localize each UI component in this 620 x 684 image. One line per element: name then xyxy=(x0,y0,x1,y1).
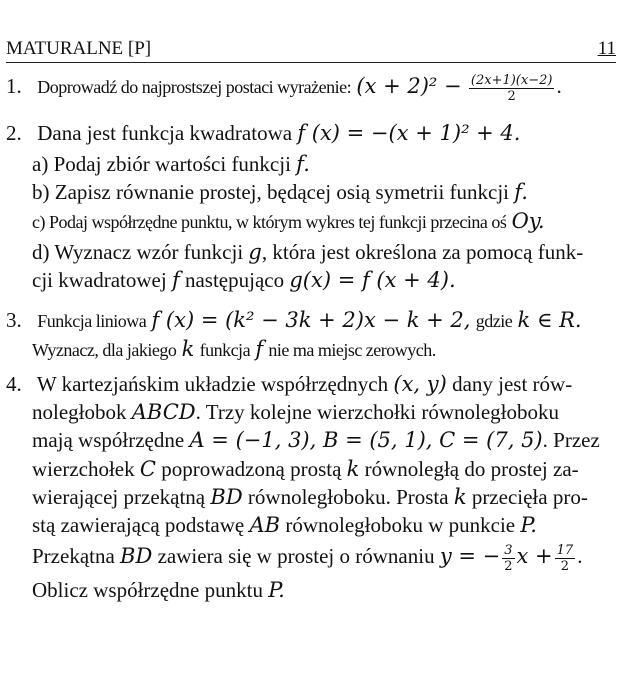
problem-3-line-2 xyxy=(32,335,436,364)
problem-1-tail: . xyxy=(556,74,562,98)
header-title: MATURALNE [P] xyxy=(6,38,152,59)
fraction-denominator: 2 xyxy=(507,88,516,104)
problem-2d-line2-text: cji kwadratowej xyxy=(32,268,167,292)
problem-3-number: 3. xyxy=(6,308,22,332)
problem-4-line3-points: A = (−1, 3), B = (5, 1), C = (7, 5) xyxy=(189,428,543,452)
problem-4-coords: (x, y) xyxy=(393,372,447,396)
problem-4-line4-text: wierzchołek xyxy=(32,457,135,481)
problem-4-line8-p: P. xyxy=(268,578,285,602)
problem-2a-line xyxy=(32,150,310,178)
page-number: 11 xyxy=(597,38,616,59)
problem-4-line6-text: stą zawierającą podstawę xyxy=(32,513,245,537)
problem-4-line2-text2: . Trzy kolejne wierzchołki równoległoboku xyxy=(195,400,560,424)
intercept-denominator: 2 xyxy=(560,558,570,574)
problem-1-fraction xyxy=(469,73,555,104)
problem-4-line4-c: C xyxy=(139,457,156,481)
problem-3-line2-text3: nie ma miejsc zerowych. xyxy=(268,340,436,360)
problem-2b-symbol: f. xyxy=(514,180,528,204)
problem-3-text: Funkcja liniowa xyxy=(37,311,147,331)
fraction-numerator: (2x+1)(x−2) xyxy=(470,72,553,88)
problem-4-line-4 xyxy=(32,455,579,483)
problem-3-line2-text: Wyznacz, dla jakiego xyxy=(32,340,177,360)
problem-4-line-5 xyxy=(32,483,588,511)
problem-4-line8-text: Oblicz współrzędne punktu xyxy=(32,578,263,602)
page-header xyxy=(6,36,616,63)
problem-3-line2-text2: funkcja xyxy=(199,340,251,360)
problem-4-line3-text: mają współrzędne xyxy=(32,428,185,452)
problem-4-line5-bd: BD xyxy=(210,485,243,509)
problem-2d-symbol: g xyxy=(248,240,262,264)
problem-4-line7-text2: zawiera się w prostej o równaniu xyxy=(157,544,435,568)
problem-4-line4-text3: równoległą do prostej za- xyxy=(364,457,579,481)
problem-2d-text: d) Wyznacz wzór funkcji xyxy=(32,240,244,264)
problem-4-line xyxy=(6,370,572,398)
problem-4-line5-k: k xyxy=(453,485,467,509)
problem-2-line xyxy=(6,119,520,147)
problem-3-line xyxy=(6,306,582,335)
problem-2c-line xyxy=(32,207,545,236)
problem-4-line3-text2: . Przez xyxy=(542,428,600,452)
problem-3-text2: gdzie xyxy=(475,311,513,331)
problem-4-line5-text2: równoległoboku. Prosta xyxy=(247,485,449,509)
problem-3-line2-f: f xyxy=(255,337,264,361)
problem-4-line-2 xyxy=(32,398,559,426)
problem-2-function: f (x) = −(x + 1)² + 4. xyxy=(297,121,521,145)
problem-4-line7-bd: BD xyxy=(120,544,153,568)
problem-2c-text: c) Podaj współrzędne punktu, w którym wykres tej funkcji przecina oś xyxy=(32,212,507,232)
problem-4-text2: dany jest rów- xyxy=(452,372,573,396)
problem-4-line6-ab: AB xyxy=(249,513,281,537)
problem-2-text: Dana jest funkcja kwadratowa xyxy=(37,121,293,145)
problem-2d-line2-formula: g(x) = f (x + 4). xyxy=(289,268,456,292)
problem-2a-text: a) Podaj zbiór wartości funkcji xyxy=(32,152,291,176)
problem-2b-text: b) Zapisz równanie prostej, będącej osią symetrii funkcji xyxy=(32,180,510,204)
problem-2c-symbol: Oy. xyxy=(511,209,545,233)
problem-2d-line xyxy=(32,238,583,266)
problem-2d-line2-text2: następująco xyxy=(184,268,285,292)
problem-4-line7-x: x + xyxy=(516,544,553,568)
problem-4-line-8 xyxy=(32,576,285,604)
problem-1-expression: (x + 2)² − xyxy=(356,74,462,98)
problem-2a-symbol: f. xyxy=(296,152,310,176)
problem-2d-line-2 xyxy=(32,266,456,294)
problem-4-text: W kartezjańskim układzie współrzędnych xyxy=(36,372,389,396)
problem-4-line6-text2: równoległoboku w punkcie xyxy=(285,513,516,537)
problem-1-line xyxy=(6,72,562,104)
problem-4-line7-eq: y = − xyxy=(439,544,501,568)
problem-3-domain: k ∈ R. xyxy=(517,308,582,332)
problem-4-line7-tail: . xyxy=(577,544,583,568)
problem-4-line4-k: k xyxy=(346,457,360,481)
problem-4-line-7 xyxy=(32,542,582,574)
intercept-fraction xyxy=(555,543,576,574)
problem-1-number: 1. xyxy=(6,74,22,98)
problem-1-text: Doprowadź do najprostszej postaci wyrażenie: xyxy=(37,77,352,97)
problem-4-line6-p: P. xyxy=(520,513,537,537)
problem-4-line5-text: wierającej przekątną xyxy=(32,485,206,509)
problem-3-function: f (x) = (k² − 3k + 2)x − k + 2, xyxy=(151,308,471,332)
slope-numerator: 3 xyxy=(504,542,513,558)
problem-2d-line2-symbol: f xyxy=(171,268,180,292)
problem-4-line-3 xyxy=(32,426,600,454)
problem-2-number: 2. xyxy=(6,121,22,145)
problem-4-line7-text: Przekątna xyxy=(32,544,115,568)
problem-4-number: 4. xyxy=(6,372,22,396)
problem-3-line2-k: k xyxy=(181,337,195,361)
intercept-numerator: 17 xyxy=(556,542,574,558)
problem-2b-line xyxy=(32,178,528,206)
slope-fraction xyxy=(502,543,514,574)
problem-4-line4-text2: poprowadzoną prostą xyxy=(161,457,342,481)
problem-4-line-6 xyxy=(32,511,537,539)
problem-4-line2-abcd: ABCD xyxy=(131,400,196,424)
problem-4-line5-text3: przecięła pro- xyxy=(471,485,588,509)
slope-denominator: 2 xyxy=(504,558,513,574)
problem-4-line2-text: noległobok xyxy=(32,400,127,424)
problem-2d-text-cont: , która jest określona za pomocą funk- xyxy=(261,240,584,264)
